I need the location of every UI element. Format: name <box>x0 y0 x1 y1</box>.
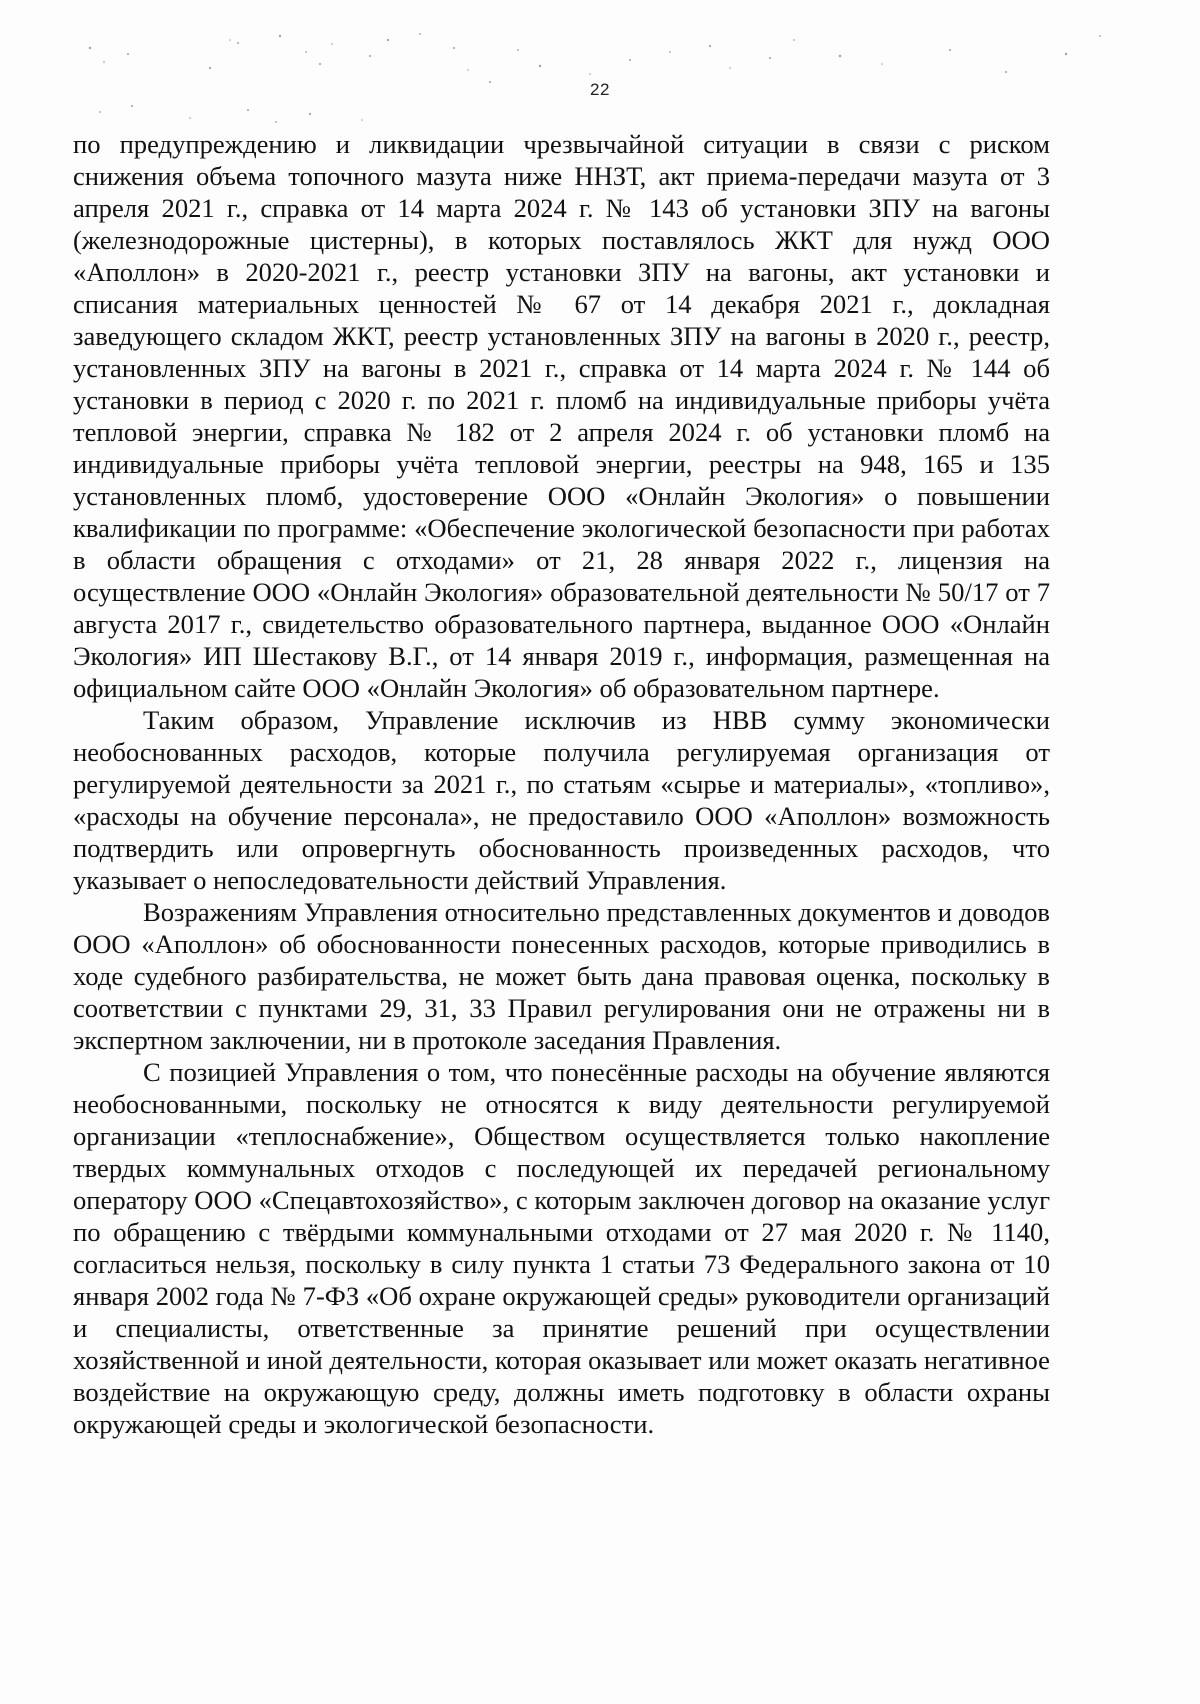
scan-noise-speckles <box>70 10 1130 140</box>
document-body <box>73 128 1050 1440</box>
paragraph-2: Таким образом, Управление исключив из НВВ сумму экономически необоснованных расходов, которые получила регулируемая организация от регулируемой деятельности за 2021 г., по статьям «сырье и материалы», «топливо», «расходы на обучение персонала», не предоставило ООО «Аполлон» возможность подтвердить или опровергнуть обоснованность произведенных расходов, что указывает о непоследовательности действий Управления. <box>73 705 1050 895</box>
paragraph-4: С позицией Управления о том, что понесённые расходы на обучение являются необоснованными, поскольку не относятся к виду деятельности регулируемой организации «теплоснабжение», Обществом осуществляется только накопление твердых коммунальных отходов с последующей их передачей региональному оператору ООО «Спецавтохозяйство», с которым заключен договор на оказание услуг по обращению с твёрдыми коммунальными отходами от 27 мая 2020 г. № 1140, согласиться нельзя, поскольку в силу пункта 1 статьи 73 Федерального закона от 10 января 2002 года № 7-ФЗ «Об охране окружающей среды» руководители организаций и специалисты, ответственные за принятие решений при осуществлении хозяйственной и иной деятельности, которая оказывает или может оказать негативное воздействие на окружающую среду, должны иметь подготовку в области охраны окружающей среды и экологической безопасности. <box>73 1057 1050 1439</box>
paragraph-3: Возражениям Управления относительно представленных документов и доводов ООО «Аполлон» об обоснованности понесенных расходов, которые приводились в ходе судебного разбирательства, не может быть дана правовая оценка, поскольку в соответствии с пунктами 29, 31, 33 Правил регулирования они не отражены ни в экспертном заключении, ни в протоколе заседания Правления. <box>73 897 1050 1055</box>
page-number: 22 <box>590 80 610 99</box>
paragraph-1: по предупреждению и ликвидации чрезвычайной ситуации в связи с риском снижения объема топочного мазута ниже ННЗТ, акт приема-передачи мазута от 3 апреля 2021 г., справка от 14 марта 2024 г. № 143 об установки ЗПУ на вагоны (железнодорожные цистерны), в которых поставлялось ЖКТ для нужд ООО «Аполлон» в 2020-2021 г., реестр установки ЗПУ на вагоны, акт установки и списания материальных ценностей № 67 от 14 декабря 2021 г., докладная заведующего складом ЖКТ, реестр установленных ЗПУ на вагоны в 2020 г., реестр, установленных ЗПУ на вагоны в 2021 г., справка от 14 марта 2024 г. № 144 об установки в период с 2020 г. по 2021 г. пломб на индивидуальные приборы учёта тепловой энергии, справка № 182 от 2 апреля 2024 г. об установки пломб на индивидуальные приборы учёта тепловой энергии, реестры на 948, 165 и 135 установленных пломб, удостоверение ООО «Онлайн Экология» о повышении квалификации по программе: «Обеспечение экологической безопасности при работах в области обращения с отходами» от 21, 28 января 2022 г., лицензия на осуществление ООО «Онлайн Экология» образовательной деятельности № 50/17 от 7 августа 2017 г., свидетельство образовательного партнера, выданное ООО «Онлайн Экология» ИП Шестакову В.Г., от 14 января 2019 г., информация, размещенная на официальном сайте ООО «Онлайн Экология» об образовательном партнере. <box>73 129 1050 703</box>
